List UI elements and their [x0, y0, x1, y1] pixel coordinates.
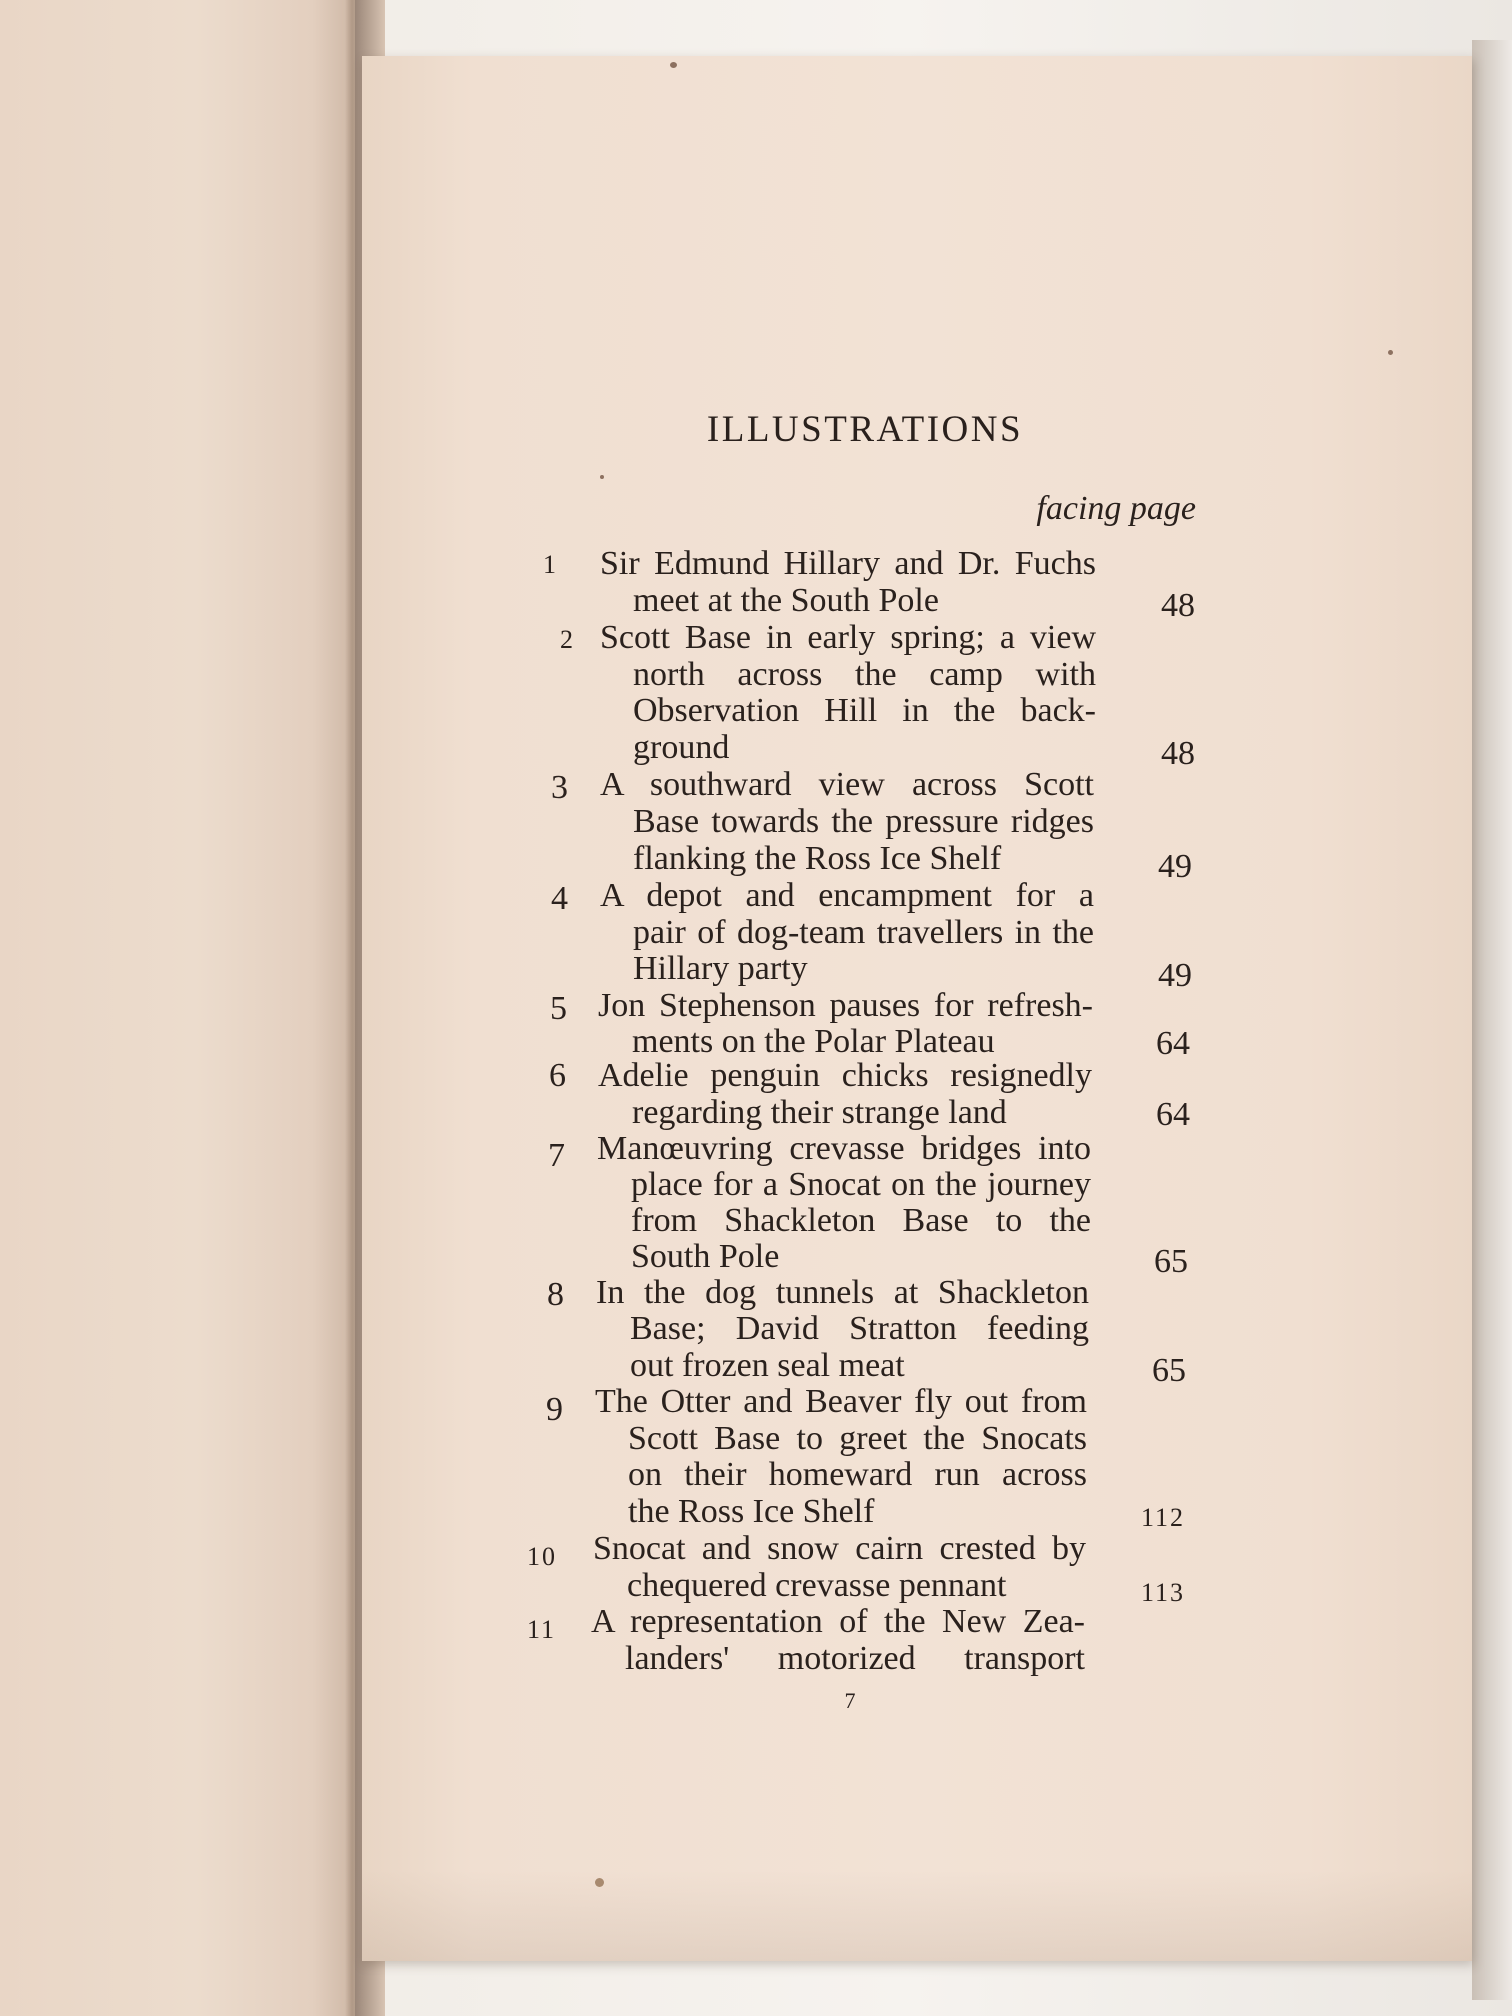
entry-caption-line: The Otter and Beaver fly out from: [595, 1383, 1087, 1420]
entry-caption-line: Manœuvring crevasse bridges into: [597, 1130, 1091, 1167]
entry-number: 2: [560, 625, 573, 654]
entry-page-number: 65: [1152, 1352, 1186, 1389]
entry-caption-line: regarding their strange land: [632, 1094, 1007, 1131]
entry-caption-line: Scott Base in early spring; a view: [600, 619, 1096, 656]
entry-caption-line: Base; David Stratton feeding: [630, 1310, 1089, 1347]
entry-caption-line: the Ross Ice Shelf: [628, 1493, 875, 1530]
entry-number: 3: [551, 769, 568, 806]
table-surface: [1472, 40, 1512, 2000]
entry-caption-line: pair of dog-team travellers in the: [633, 914, 1094, 951]
entry-caption-line: Jon Stephenson pauses for refresh-: [598, 987, 1093, 1024]
entry-caption-line: Observation Hill in the back-: [633, 692, 1096, 729]
entry-caption-line: Base towards the pressure ridges: [633, 803, 1094, 840]
entry-caption-line: ments on the Polar Plateau: [632, 1023, 995, 1060]
entry-caption-line: flanking the Ross Ice Shelf: [633, 840, 1002, 877]
entry-caption-line: Scott Base to greet the Snocats: [628, 1420, 1087, 1457]
entry-page-number: 49: [1158, 957, 1192, 994]
paper-speck: [600, 475, 604, 479]
entry-number: 6: [549, 1057, 566, 1094]
entry-number: 9: [546, 1391, 563, 1428]
entry-caption-line: In the dog tunnels at Shackleton: [596, 1274, 1089, 1311]
entry-page-number: 49: [1158, 848, 1192, 885]
entry-caption-line: Adelie penguin chicks resignedly: [598, 1057, 1092, 1094]
paper-speck: [595, 1878, 604, 1887]
entry-page-number: 64: [1156, 1096, 1190, 1133]
entry-page-number: 112: [1140, 1503, 1185, 1532]
entry-caption-line: South Pole: [631, 1238, 780, 1275]
entry-caption-line: ground: [633, 729, 730, 766]
entry-page-number: 48: [1161, 735, 1195, 772]
entry-caption-line: A representation of the New Zea-: [591, 1603, 1085, 1640]
entry-caption-line: on their homeward run across: [628, 1456, 1087, 1493]
entry-page-number: 113: [1140, 1578, 1185, 1607]
entry-caption-line: landers' motorized transport: [625, 1640, 1085, 1677]
entry-caption-line: Sir Edmund Hillary and Dr. Fuchs: [600, 545, 1096, 582]
page-title: ILLUSTRATIONS: [706, 409, 1024, 450]
entry-caption-line: A depot and encampment for a: [600, 877, 1094, 914]
entry-caption-line: A southward view across Scott: [600, 766, 1094, 803]
entry-caption-line: chequered crevasse pennant: [627, 1567, 1007, 1604]
entry-number: 1: [543, 550, 558, 579]
entry-number: 10: [527, 1542, 557, 1571]
entry-number: 5: [550, 990, 567, 1027]
entry-caption-line: from Shackleton Base to the: [631, 1202, 1091, 1239]
entry-page-number: 65: [1154, 1243, 1188, 1280]
paper-speck: [1388, 350, 1393, 355]
entry-number: 4: [551, 880, 568, 917]
entry-caption-line: Hillary party: [633, 950, 808, 987]
paper-speck: [670, 62, 677, 68]
entry-page-number: 48: [1161, 587, 1195, 624]
entry-caption-line: place for a Snocat on the journey: [631, 1166, 1091, 1203]
entry-page-number: 64: [1156, 1025, 1190, 1062]
page-shading: [362, 1870, 1472, 1961]
entry-caption-line: meet at the South Pole: [633, 582, 939, 619]
page-folio: 7: [844, 1688, 856, 1713]
entry-number: 11: [526, 1615, 556, 1644]
entry-caption-line: out frozen seal meat: [630, 1347, 905, 1384]
entry-number: 7: [548, 1137, 565, 1174]
column-header-facing-page: facing page: [1036, 490, 1196, 527]
entry-caption-line: Snocat and snow cairn crested by: [593, 1530, 1086, 1567]
left-page: [0, 0, 355, 2016]
entry-number: 8: [547, 1276, 564, 1313]
entry-caption-line: north across the camp with: [633, 656, 1096, 693]
